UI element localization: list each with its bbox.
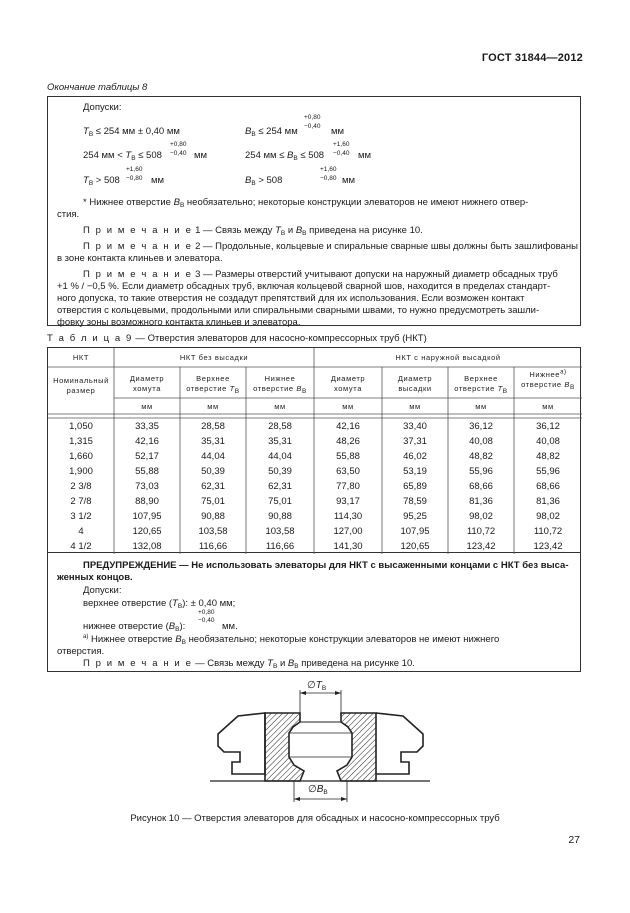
- table-9-caption: Т а б л и ц а 9 — Отверстия элеваторов для насосно-компрессорных труб (НКТ): [47, 333, 427, 344]
- unit-col5: мм: [342, 402, 354, 411]
- tol-row2-left-up: +0,80: [170, 141, 187, 148]
- unit-col6: мм: [409, 402, 421, 411]
- table-cell: 35,31: [201, 436, 225, 447]
- th-collar-2: Диаметр хомута: [330, 374, 366, 393]
- footnote-star: * Нижнее отверстие $B_В$ необязательно; некоторые конструкции элеваторов не имеют нижнего отвер-: [83, 197, 529, 209]
- table-row-size: 3 1/2: [70, 511, 92, 522]
- th-no-upset: НКТ без высадки: [179, 353, 249, 362]
- tol-row1-right-down: −0,40: [304, 123, 321, 130]
- table-cell: 35,31: [268, 436, 292, 447]
- table-cell: 93,17: [336, 496, 360, 507]
- warning-note: П р и м е ч а н и е — Связь между $T_В$ и $B_В$ приведена на рисунке 10.: [83, 658, 415, 670]
- warning-lower-tol: нижнее отверстие $(B_В)$:: [83, 621, 186, 633]
- note-3-line2: +1 % / −0,5 %. Если диаметр обсадных труб, включая кольцевой сварной шов, находится в пределах стандарт-: [57, 281, 551, 292]
- table-cell: 68,66: [469, 481, 493, 492]
- th-nkt: НКТ: [72, 353, 90, 362]
- warning-lower-unit: мм.: [222, 621, 238, 632]
- tol-row1-right-unit: мм: [331, 126, 345, 137]
- table-cell: 50,39: [201, 466, 225, 477]
- table-cell: 116,66: [265, 541, 295, 552]
- table-cell: 28,58: [268, 421, 292, 432]
- table-row-size: 4: [78, 526, 84, 537]
- table-cell: 88,90: [135, 496, 159, 507]
- table-cell: 123,42: [533, 541, 563, 552]
- warning-text-cont: женных концов.: [57, 572, 133, 583]
- table-cell: 55,88: [336, 451, 360, 462]
- table-cell: 75,01: [201, 496, 225, 507]
- table-cell: 103,58: [265, 526, 295, 537]
- table-cell: 110,72: [466, 526, 496, 537]
- tol-row2-right-up: +1,60: [333, 141, 350, 148]
- tol-row3-right-down: −0,80: [320, 175, 337, 182]
- table-cell: 62,31: [268, 481, 292, 492]
- table-cell: 37,31: [403, 436, 427, 447]
- warning-footnote: $^{а)}$ Нижнее отверстие $B_В$ необязательно; некоторые конструкции элеваторов не имеют нижнего: [83, 633, 500, 646]
- table-cell: 73,03: [135, 481, 159, 492]
- table-cell: 75,01: [268, 496, 292, 507]
- table-continuation-label: Окончание таблицы 8: [47, 82, 148, 93]
- warning-lower-up: +0,80: [198, 609, 215, 616]
- tol-row3-left-down: −0,80: [126, 175, 143, 182]
- table-cell: 78,59: [403, 496, 427, 507]
- table-cell: 107,95: [400, 526, 430, 537]
- tol-row3-right-up: +1,60: [320, 166, 337, 173]
- tol-row3-left-up: +1,60: [126, 166, 143, 173]
- table-cell: 120,65: [132, 526, 162, 537]
- note-3-line3: ного допуска, то такие отверстия не создадут препятствий для их использования. Если возможен контакт: [57, 293, 525, 304]
- th-lower-1: Нижнее отверстие $B_В$: [253, 374, 307, 395]
- table-row-size: 1,660: [69, 451, 93, 462]
- table-cell: 116,66: [198, 541, 228, 552]
- table-cell: 36,12: [469, 421, 493, 432]
- tol-row2-right: 254 мм ≤ $B_В \le 508$: [245, 150, 325, 162]
- table-cell: 77,80: [336, 481, 360, 492]
- table-cell: 123,42: [466, 541, 496, 552]
- tol-row3-left-unit: мм: [151, 175, 165, 186]
- figure-10-caption: Рисунок 10 — Отверстия элеваторов для обсадных и насосно-компрессорных труб: [130, 813, 500, 824]
- table-cell: 50,39: [268, 466, 292, 477]
- elevator-left-section: [265, 713, 304, 781]
- table-cell: 53,19: [403, 466, 427, 477]
- unit-col4: мм: [274, 402, 286, 411]
- tol-row2-right-unit: мм: [358, 150, 372, 161]
- table-cell: 46,02: [403, 451, 427, 462]
- th-nominal: Номинальный размер: [53, 376, 109, 395]
- table-cell: 81,36: [536, 496, 560, 507]
- table-row-size: 4 1/2: [70, 541, 92, 552]
- table-cell: 55,96: [469, 466, 493, 477]
- table-cell: 52,17: [135, 451, 159, 462]
- elevator-right-section: [337, 713, 376, 781]
- table-cell: 40,08: [536, 436, 560, 447]
- table-cell: 114,30: [333, 511, 363, 522]
- table-cell: 132,08: [132, 541, 162, 552]
- tol-row2-right-down: −0,40: [333, 150, 350, 157]
- table-cell: 90,88: [201, 511, 225, 522]
- dim-label-bottom: $\emptyset B_В$: [308, 784, 328, 796]
- table-cell: 55,96: [536, 466, 560, 477]
- table-cell: 90,88: [268, 511, 292, 522]
- table-cell: 98,02: [469, 511, 493, 522]
- table-cell: 40,08: [469, 436, 493, 447]
- note-3: П р и м е ч а н и е 3 — Размеры отверстий учитывают допуски на наружный диаметр обсадных труб: [83, 269, 558, 280]
- page-number: 27: [568, 834, 580, 846]
- table-cell: 33,35: [135, 421, 159, 432]
- warning-upper-tol: верхнее отверстие $(T_В)$: ± 0,40 мм;: [83, 598, 236, 610]
- table-cell: 36,12: [536, 421, 560, 432]
- warning-text: ПРЕДУПРЕЖДЕНИЕ — Не использовать элеваторы для НКТ с высаженными концами с НКТ без выса-: [83, 560, 569, 571]
- tolerances-heading: Допуски:: [83, 102, 122, 113]
- table-cell: 103,58: [198, 526, 228, 537]
- table-cell: 42,16: [336, 421, 360, 432]
- th-upper-1: Верхнее отверстие $T_В$: [186, 374, 240, 395]
- tol-row3-left: $T_В > 508$: [83, 175, 120, 187]
- table-row-size: 1,900: [69, 466, 93, 477]
- th-upset-diam: Диаметр высадки: [397, 374, 433, 393]
- table-cell: 28,58: [201, 421, 225, 432]
- unit-col3: мм: [207, 402, 219, 411]
- table-cell: 141,30: [333, 541, 363, 552]
- table-cell: 95,25: [403, 511, 427, 522]
- table-cell: 68,66: [536, 481, 560, 492]
- table-cell: 33,40: [403, 421, 427, 432]
- th-upset: НКТ с наружной высадкой: [395, 353, 501, 362]
- note-2-cont: в зоне контакта клиньев и элеватора.: [57, 253, 223, 264]
- tol-row2-left-unit: мм: [194, 150, 208, 161]
- table-cell: 98,02: [536, 511, 560, 522]
- th-upper-2: Верхнее отверстие $T_В$: [454, 374, 508, 395]
- table-cell: 62,31: [201, 481, 225, 492]
- warning-footnote-cont: отверстия.: [57, 646, 105, 657]
- note-3-line5: фовку зоны возможного контакта клиньев и элеватора.: [57, 317, 301, 328]
- table-cell: 120,65: [400, 541, 430, 552]
- tol-row2-left: 254 мм < $T_В \le 508$: [83, 150, 162, 162]
- warning-tol-heading: Допуски:: [83, 585, 122, 596]
- tol-row1-right-up: +0,80: [304, 114, 321, 121]
- document-code: ГОСТ 31844—2012: [481, 52, 583, 64]
- dim-label-top: $\emptyset T_В$: [307, 680, 327, 692]
- table-cell: 81,36: [469, 496, 493, 507]
- note-1: П р и м е ч а н и е 1 — Связь между $T_В$ и $B_В$ приведена на рисунке 10.: [83, 225, 423, 237]
- table-cell: 48,82: [536, 451, 560, 462]
- table-row-size: 2 7/8: [70, 496, 92, 507]
- table-9: [47, 347, 581, 553]
- tol-row1-right: $B_В \le 254$ мм: [245, 126, 298, 138]
- table-cell: 44,04: [268, 451, 292, 462]
- table-row-size: 1,050: [69, 421, 93, 432]
- table-cell: 55,88: [135, 466, 159, 477]
- tol-row2-left-down: −0,40: [170, 150, 187, 157]
- table-cell: 110,72: [533, 526, 563, 537]
- table-cell: 65,89: [403, 481, 427, 492]
- tol-row3-right-unit: мм: [342, 175, 356, 186]
- tol-row1-left: $T_В \le 254$ мм ± 0,40 мм: [83, 126, 180, 138]
- note-3-line4: отверстия с кольцевыми, продольными или спиральными сварными швами, то нужно предусмотреть зашли-: [57, 305, 540, 316]
- elevator-right-outline: [376, 713, 423, 774]
- table-cell: 48,82: [469, 451, 493, 462]
- unit-col7: мм: [475, 402, 487, 411]
- elevator-left-outline: [218, 713, 265, 774]
- tol-row3-right: $B_В > 508$: [245, 175, 283, 187]
- th-collar-1: Диаметр хомута: [129, 374, 165, 393]
- table-cell: 48,26: [336, 436, 360, 447]
- table-cell: 127,00: [333, 526, 363, 537]
- table-row-size: 2 3/8: [70, 481, 92, 492]
- table-cell: 63,50: [336, 466, 360, 477]
- unit-col8: мм: [542, 402, 554, 411]
- table-cell: 107,95: [132, 511, 162, 522]
- table-row-size: 1,315: [69, 436, 93, 447]
- note-2: П р и м е ч а н и е 2 — Продольные, кольцевые и спиральные сварные швы должны быть зашлифованы: [83, 241, 578, 252]
- footnote-star-cont: стия.: [57, 209, 80, 220]
- unit-col2: мм: [141, 402, 153, 411]
- table-cell: 42,16: [135, 436, 159, 447]
- th-lower-2: Нижнее$^{а)}$ отверстие $B_В$: [521, 369, 575, 391]
- warning-lower-down: −0,40: [198, 617, 215, 624]
- table-cell: 44,04: [201, 451, 225, 462]
- table-8-end-box: [47, 96, 581, 326]
- warning-box: [47, 553, 581, 672]
